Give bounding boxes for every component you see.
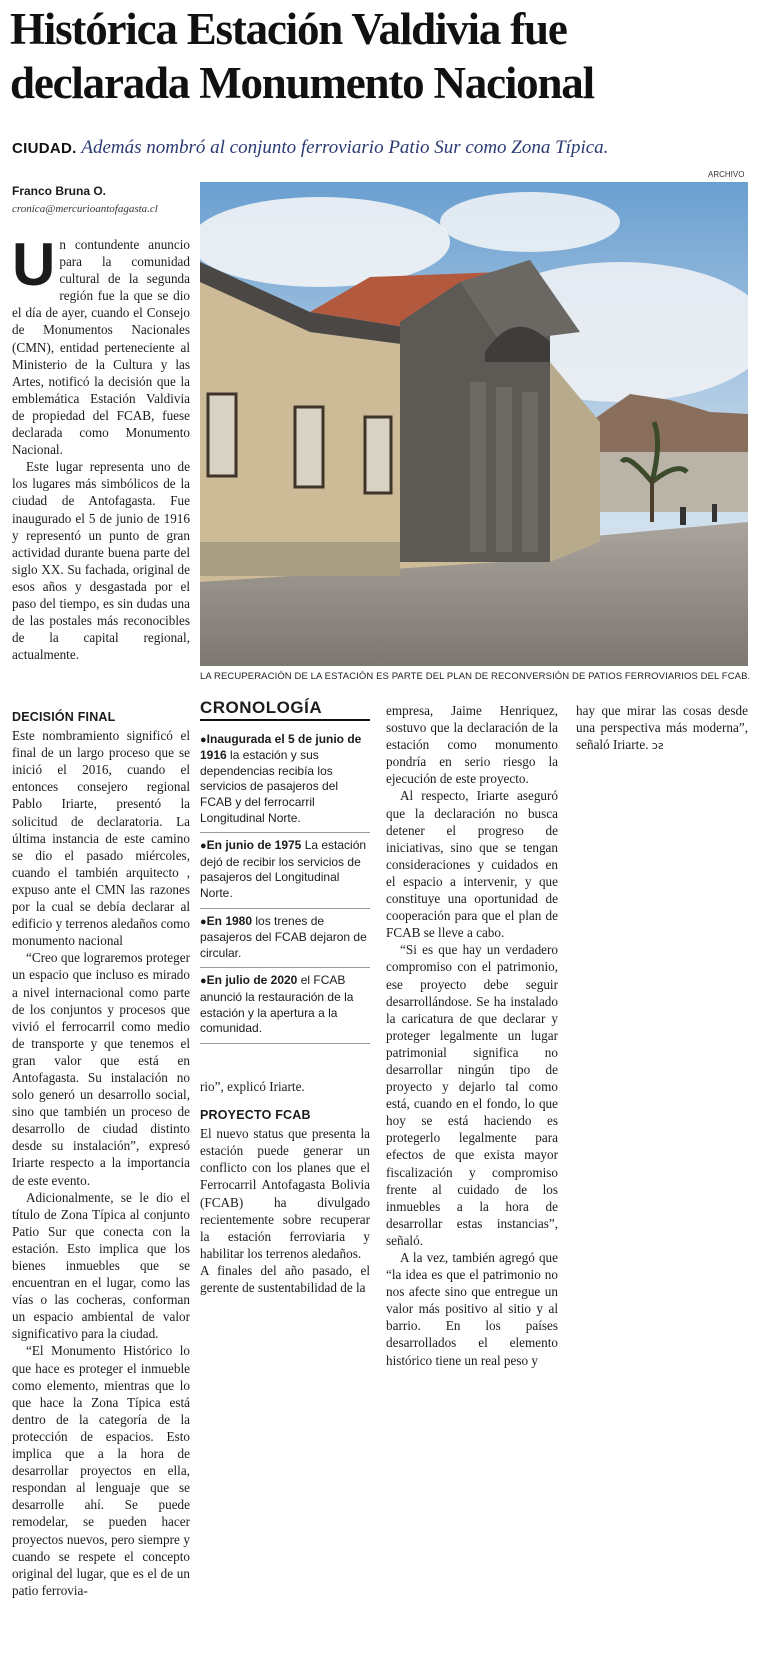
author-email: cronica@mercurioantofagasta.cl xyxy=(12,203,158,215)
paragraph: Al respecto, Iriarte aseguró que la declaración no busca detener el progreso de iniciativas, sino que se tengan consideraciones y cuidados en el espacio a intervenir, y que constituye una oportunidad de cooperación para que el plan de FCAB se lleve a cabo. xyxy=(386,788,558,941)
subheading-decision-final: DECISIÓN FINAL xyxy=(12,710,116,724)
cronologia-item xyxy=(200,909,370,969)
kicker xyxy=(12,137,752,159)
cronologia-title: CRONOLOGÍA xyxy=(200,700,370,721)
paragraph: n contundente anuncio para la comunidad cultural de la segunda región fue la que se dio el día de ayer, cuando el Consejo de Monumentos Nacionales (CMN), entidad perteneciente al Ministerio de la Cultura y las Artes, notificó la decisión que la emblemática Estación Valdivia de propiedad del FCAB, fuese declarada como Monumento Nacional. xyxy=(12,237,190,458)
drop-cap: U xyxy=(12,231,56,298)
paragraph: “El Monumento Histórico lo que hace es proteger el inmueble como elemento, mientras que lo que hace la Zona Típica está dentro de la categoría de la protección de espacios. Esto implica que a la hora de desarrollar proyectos en ella, respondan al lenguaje que se desarrolle ahí. Se puede remodelar, se pueden hacer proyectos nuevos, pero siempre y cuando se respete el concepto original del lugar, que es el de un patio ferrovia- xyxy=(12,1343,190,1598)
paragraph: El nuevo status que presenta la estación puede generar un conflicto con los planes que el Ferrocarril Antofagasta Bolivia (FCAB) ha divulgado recientemente sobre recuperar la estación ferroviaria y habilitar los terrenos aledaños. xyxy=(200,1126,370,1261)
item-text: los trenes de pasajeros del FCAB dejaron de circular. xyxy=(200,913,367,960)
paragraph-text: hay que mirar las cosas desde una perspectiva más moderna”, señaló Iriarte. xyxy=(576,703,748,753)
paragraph: “Creo que lograremos proteger un espacio que incluso es mirado a nivel internacional como parte de los conjuntos y procesos que vivió el ferrocarril como medio de transporte y que tenemos el gran valor que está en Antofagasta. Su instalación no solo generó un desarrollo social, sino que también un proceso de desarrollo de ciudad distinto desde su instalación”, expresó Iriarte respecto a la importancia de este evento. xyxy=(12,950,190,1188)
paragraph: A la vez, también agregó que “la idea es que el patrimonio no nos afecte sino que entregue un valor más positivo al sitio y al barrio. En los países desarrollados el elemento histórico tiene un real peso y xyxy=(386,1250,558,1368)
cronologia-box xyxy=(200,700,370,1044)
paragraph: Adicionalmente, se le dio el título de Zona Típica al conjunto Patio Sur que conecta con la estación. Esto implica que los bienes inmuebles que se encuentran en el lugar, como las vías o las cocheras, conforman un espacio ambiental de valor significativo para la ciudad. xyxy=(12,1189,190,1342)
station-photo xyxy=(200,182,748,666)
article-column-1-top xyxy=(12,231,190,663)
cronologia-item xyxy=(200,968,370,1043)
paragraph xyxy=(576,702,748,754)
paragraph: “Si es que hay un verdadero compromiso con el patrimonio, ese proyecto debe seguir desarrollándose. Se ha instalado la caricatura de que declarar y proteger legalmente un lugar patrimonial significa no desarrollar ningún tipo de proyecto y dejarlo tal como está, cuando en el fondo, lo que hoy se está haciendo es protegerlo legalmente para efectos de que exista mayor fiscalización y compromiso frente al cuidado de los inmuebles a la hora de desarrollar estas instancias”, señaló. xyxy=(386,942,558,1248)
bullet-icon: ● xyxy=(200,975,207,988)
photo-caption: LA RECUPERACIÓN DE LA ESTACIÓN ES PARTE DEL PLAN DE RECONVERSIÓN DE PATIOS FERROVIARIOS DEL FCAB. xyxy=(200,671,751,682)
paragraph: empresa, Jaime Henriquez, sostuvo que la declaración de la estación como monumento pondría en serio riesgo la ejecución de este proyecto. xyxy=(386,703,558,787)
paragraph: A finales del año pasado, el gerente de sustentabilidad de la xyxy=(200,1262,370,1296)
cronologia-item xyxy=(200,727,370,834)
item-text: el FCAB anunció la restauración de la estación y la apertura a la comunidad. xyxy=(200,973,354,1036)
item-date: Inaugurada el 5 de junio de 1916 xyxy=(200,731,362,763)
subheading-proyecto-fcab: PROYECTO FCAB xyxy=(200,1108,311,1123)
station-illustration xyxy=(200,182,748,666)
article-column-1 xyxy=(12,705,190,1599)
paragraph: Este nombramiento significó el final de un largo proceso que se inició el 2016, cuando el entonces consejero regional Pablo Iriarte, presentó la solicitud de declaratoria. La última instancia de este camino se dio el pasado miércoles, cuando el también arquitecto , expuso ante el CMN las razones por la cual se debía declarar al edificio y terrenos aledaños como monumento nacional xyxy=(12,728,190,949)
bullet-icon: ● xyxy=(200,733,207,746)
dek: Además nombró al conjunto ferroviario Patio Sur como Zona Típica. xyxy=(81,137,609,158)
paragraph: Este lugar representa uno de los lugares más simbólicos de la ciudad de Antofagasta. Fue inaugurado el 5 de junio de 1916 y representó un punto de gran actividad durante buena parte del siglo XX. Su fachada, original de esos años y desgastada por el paso del tiempo, es sin dudas una de las postales más reconocibles de la capital regional, actualmente. xyxy=(12,459,190,663)
item-text: la estación y sus dependencias recibía los servicios de pasajeros del FCAB y del ferrocarril Longitudinal Norte. xyxy=(200,748,339,825)
item-date: En 1980 xyxy=(206,913,253,928)
cronologia-item xyxy=(200,833,370,908)
article-column-4 xyxy=(576,702,748,754)
paragraph: rio”, explicó Iriarte. xyxy=(200,1079,305,1094)
headline: Histórica Estación Valdivia fue declarada Monumento Nacional xyxy=(10,4,594,108)
article-column-2 xyxy=(200,1078,370,1296)
end-mark-icon: ↄƨ xyxy=(651,739,664,753)
item-date: En junio de 1975 xyxy=(206,838,302,853)
article-column-3 xyxy=(386,702,558,1369)
photo-credit: ARCHIVO xyxy=(708,170,745,179)
item-text: La estación dejó de recibir los servicios de pasajeros del Longitudinal Norte. xyxy=(200,838,367,900)
section-tag: CIUDAD. xyxy=(12,140,77,157)
bullet-icon: ● xyxy=(200,915,207,928)
bullet-icon: ● xyxy=(200,840,207,853)
author: Franco Bruna O. xyxy=(12,184,107,198)
item-date: En julio de 2020 xyxy=(206,973,298,988)
